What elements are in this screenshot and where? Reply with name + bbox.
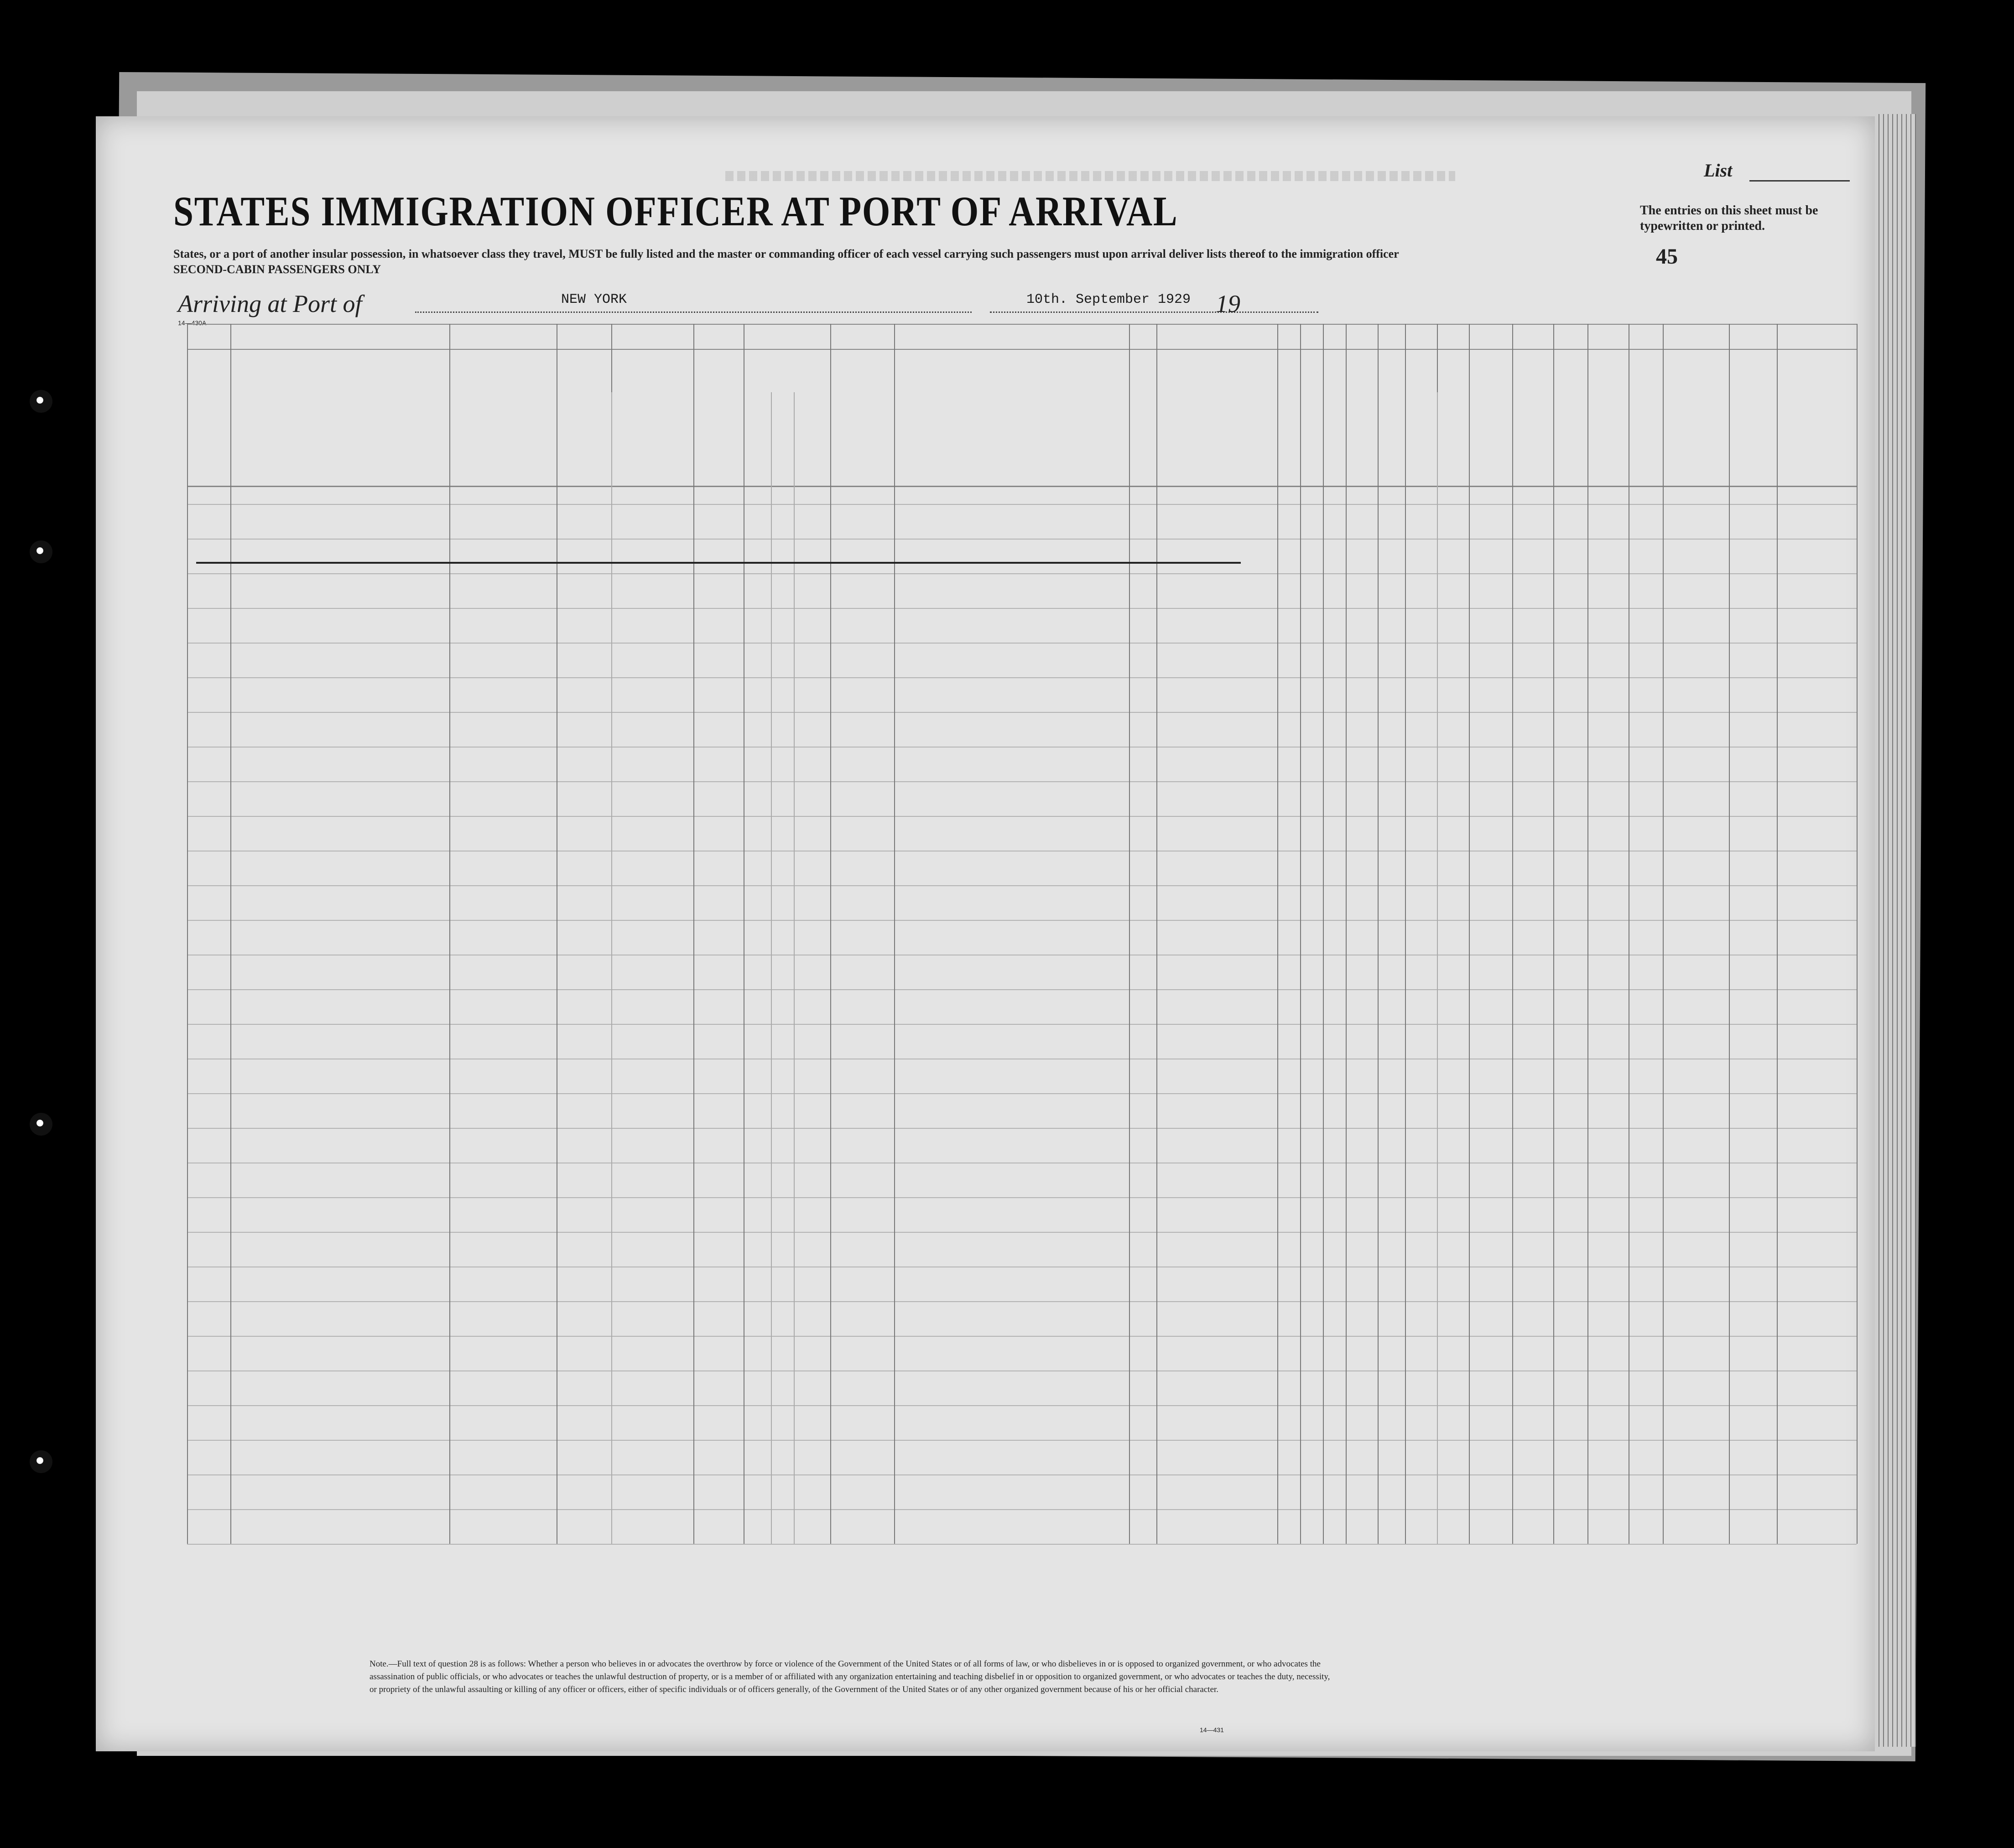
- binder-hole: [30, 390, 52, 413]
- manifest-sheet: [96, 116, 1875, 1751]
- page-edges: [1875, 114, 1916, 1747]
- column-rule: [1857, 324, 1858, 1544]
- row-rule: [187, 1093, 1857, 1094]
- sub-column-rule: [794, 392, 795, 1544]
- column-rule: [449, 324, 450, 1544]
- typewritten-note: The entries on this sheet must be typewritten or printed.: [1640, 203, 1818, 233]
- column-rule: [1553, 324, 1554, 1544]
- row-rule: [187, 747, 1857, 748]
- row-rule: [187, 1024, 1857, 1025]
- column-rule: [1156, 324, 1157, 1544]
- column-rule: [1323, 324, 1324, 1544]
- column-rule: [1300, 324, 1301, 1544]
- sub-column-rule: [771, 392, 772, 1544]
- row-rule: [187, 539, 1857, 540]
- column-rule: [230, 324, 231, 1544]
- row-rule: [187, 504, 1857, 505]
- sub-column-rule: [1437, 392, 1438, 1544]
- column-rule: [1587, 324, 1588, 1544]
- sub-column-rule: [611, 392, 612, 1544]
- page-title: STATES IMMIGRATION OFFICER AT PORT OF ARRIVAL: [173, 188, 1178, 234]
- sheet-number: 45: [1656, 244, 1678, 269]
- column-rule: [1663, 324, 1664, 1544]
- date-value: 10th. September 1929: [1026, 292, 1191, 307]
- column-rule: [1469, 324, 1470, 1544]
- row-rule: [187, 885, 1857, 886]
- binder-hole: [30, 1113, 52, 1136]
- date-line: [990, 311, 1318, 313]
- footnote: Note.—Full text of question 28 is as follows: Whether a person who believes in or advocates the overthrow by force or violence of the Government of the United States or of all forms of law, or who disbelieves in or is opposed to organized government, or who advocates the assassination of public officials, or who advocates or teaches the unlawful destruction of property, or is a member of or affiliated with any organization entertaining and teaching disbelief in or opposition to organized government, or who advocates or teaches the duty, necessity, or propriety of the unlawful assaulting or killing of any officer or officers, either of specific individuals or of officers generally, of the Government of the United States or of any other organized government because of his or her official character.: [369, 1659, 1330, 1694]
- row-rule: [187, 1544, 1857, 1545]
- instruction-text: [173, 246, 1656, 277]
- list-number-line: [1749, 180, 1850, 182]
- row-rule: [187, 1336, 1857, 1337]
- row-rule: [187, 1197, 1857, 1198]
- column-rule: [1378, 324, 1379, 1544]
- column-rule: [1777, 324, 1778, 1544]
- column-rule: [187, 324, 188, 1544]
- column-rule: [693, 324, 694, 1544]
- header-bottom-rule: [187, 486, 1857, 487]
- column-rule: [1512, 324, 1513, 1544]
- arriving-label: Arriving at Port of: [178, 290, 362, 317]
- column-rule: [894, 324, 895, 1544]
- column-rule: [1277, 324, 1278, 1544]
- column-rule: [1405, 324, 1406, 1544]
- row-rule: [187, 643, 1857, 644]
- row-rule: [187, 920, 1857, 921]
- strike-through-row-3: [196, 562, 1241, 564]
- column-rule: [1346, 324, 1347, 1544]
- instruction-line-2: SECOND-CABIN PASSENGERS ONLY: [173, 263, 381, 276]
- faded-header-text: [725, 171, 1455, 181]
- row-rule: [187, 1440, 1857, 1441]
- row-rule: [187, 1509, 1857, 1510]
- column-rule: [1129, 324, 1130, 1544]
- row-rule: [187, 712, 1857, 713]
- row-rule: [187, 781, 1857, 782]
- binder-hole: [30, 1450, 52, 1473]
- row-rule: [187, 1474, 1857, 1475]
- form-code: 14—430A: [178, 319, 207, 327]
- footer-code: 14—431: [1200, 1726, 1224, 1734]
- row-rule: [187, 816, 1857, 817]
- row-rule: [187, 1370, 1857, 1371]
- year-suffix: 19: [1216, 290, 1240, 317]
- row-rule: [187, 1128, 1857, 1129]
- column-rule: [830, 324, 831, 1544]
- row-rule: [187, 989, 1857, 990]
- column-number-rule: [187, 349, 1857, 350]
- row-rule: [187, 1405, 1857, 1406]
- port-value: NEW YORK: [561, 292, 627, 307]
- instruction-line-1: States, or a port of another insular possession, in whatsoever class they travel, MUST be fully listed and the master or commanding officer of each vessel carrying such passengers must upon arrival deliver lists thereof to the immigration officer: [173, 247, 1399, 260]
- list-label: List: [1704, 160, 1733, 181]
- binder-hole: [30, 540, 52, 563]
- row-rule: [187, 573, 1857, 574]
- row-rule: [187, 677, 1857, 678]
- row-rule: [187, 608, 1857, 609]
- column-rule: [1729, 324, 1730, 1544]
- row-rule: [187, 1232, 1857, 1233]
- row-rule: [187, 1301, 1857, 1302]
- port-line: [415, 311, 972, 313]
- header-top-rule: [187, 324, 1857, 325]
